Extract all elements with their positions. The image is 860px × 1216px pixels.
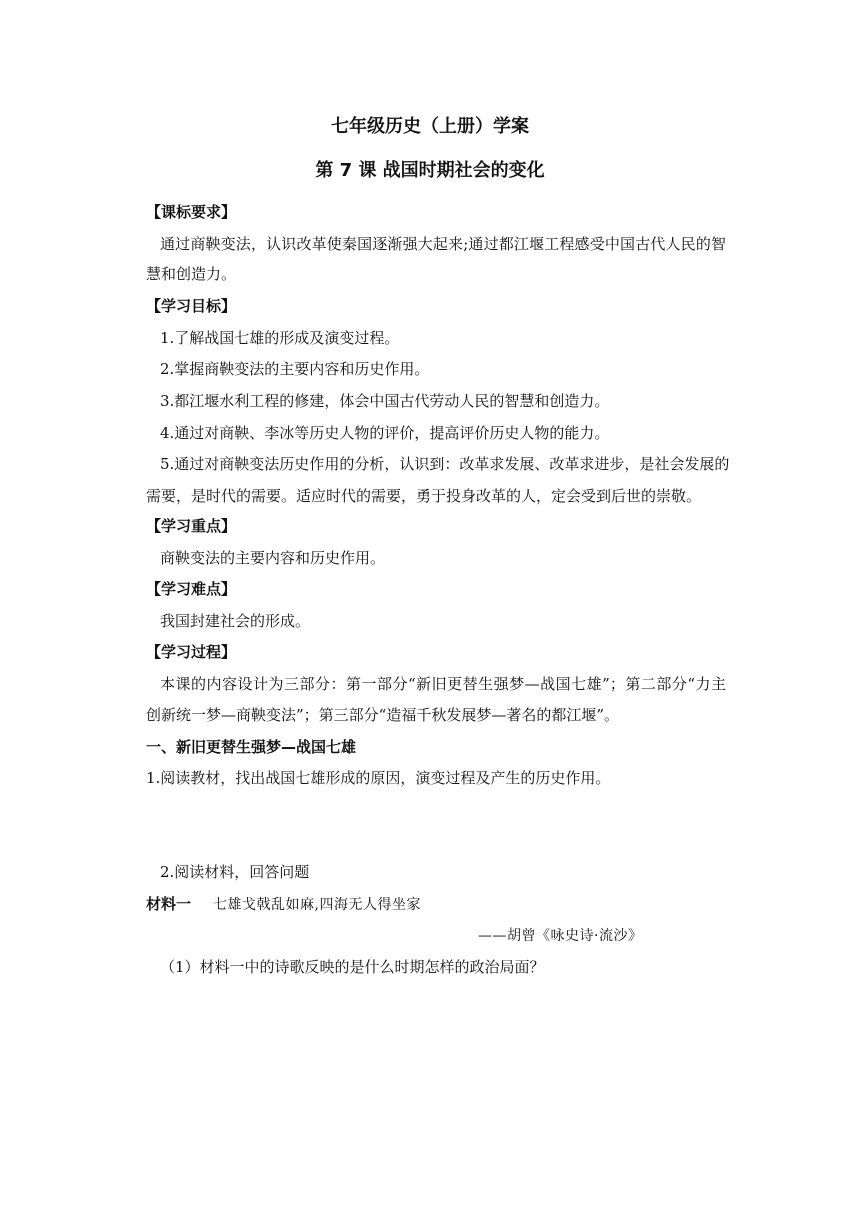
part1-sub-question-1: （1）材料一中的诗歌反映的是什么时期怎样的政治局面？ bbox=[160, 958, 545, 976]
goals-heading: 【学习目标】 bbox=[146, 297, 237, 315]
material-one bbox=[146, 894, 421, 915]
difficulties-heading: 【学习难点】 bbox=[146, 580, 237, 598]
material-one-source: ——胡曾《咏史诗·流沙》 bbox=[478, 928, 643, 944]
process-intro-line-2: 创新统一梦—商鞅变法”；第三部分“造福千秋发展梦—著名的都江堰”。 bbox=[146, 706, 620, 724]
key-points-heading: 【学习重点】 bbox=[146, 517, 237, 535]
difficulties-text: 我国封建社会的形成。 bbox=[160, 612, 311, 630]
key-points-text: 商鞅变法的主要内容和历史作用。 bbox=[160, 549, 386, 567]
goal-item-5-line-1: 5.通过对商鞅变法历史作用的分析，认识到：改革求发展、改革求进步，是社会发展的 bbox=[160, 455, 730, 473]
document-title: 七年级历史（上册）学案 bbox=[331, 116, 529, 137]
part1-question-2: 2.阅读材料，回答问题 bbox=[160, 863, 310, 881]
material-one-label: 材料一 bbox=[146, 895, 192, 913]
lesson-title: 第 7 课 战国时期社会的变化 bbox=[315, 160, 545, 181]
process-intro-line-1: 本课的内容设计为三部分：第一部分“新旧更替生强梦—战国七雄”；第二部分“力主 bbox=[160, 675, 726, 693]
curriculum-heading: 【课标要求】 bbox=[146, 203, 237, 221]
goal-item-1: 1.了解战国七雄的形成及演变过程。 bbox=[160, 329, 400, 347]
curriculum-text-line-1: 通过商鞅变法，认识改革使秦国逐渐强大起来;通过都江堰工程感受中国古代人民的智 bbox=[160, 235, 726, 253]
goal-item-2: 2.掌握商鞅变法的主要内容和历史作用。 bbox=[160, 360, 430, 378]
part1-question-1: 1.阅读教材，找出战国七雄形成的原因，演变过程及产生的历史作用。 bbox=[146, 769, 611, 787]
goal-item-5-line-2: 需要，是时代的需要。适应时代的需要，勇于投身改革的人，定会受到后世的崇敬。 bbox=[146, 487, 702, 505]
curriculum-text-line-2: 慧和创造力。 bbox=[146, 265, 237, 283]
part1-heading: 一、新旧更替生强梦—战国七雄 bbox=[146, 738, 357, 756]
material-one-text: 七雄戈戟乱如麻,四海无人得坐家 bbox=[213, 897, 421, 913]
process-heading: 【学习过程】 bbox=[146, 643, 237, 661]
goal-item-4: 4.通过对商鞅、李冰等历史人物的评价，提高评价历史人物的能力。 bbox=[160, 424, 610, 442]
goal-item-3: 3.都江堰水利工程的修建，体会中国古代劳动人民的智慧和创造力。 bbox=[160, 392, 610, 410]
